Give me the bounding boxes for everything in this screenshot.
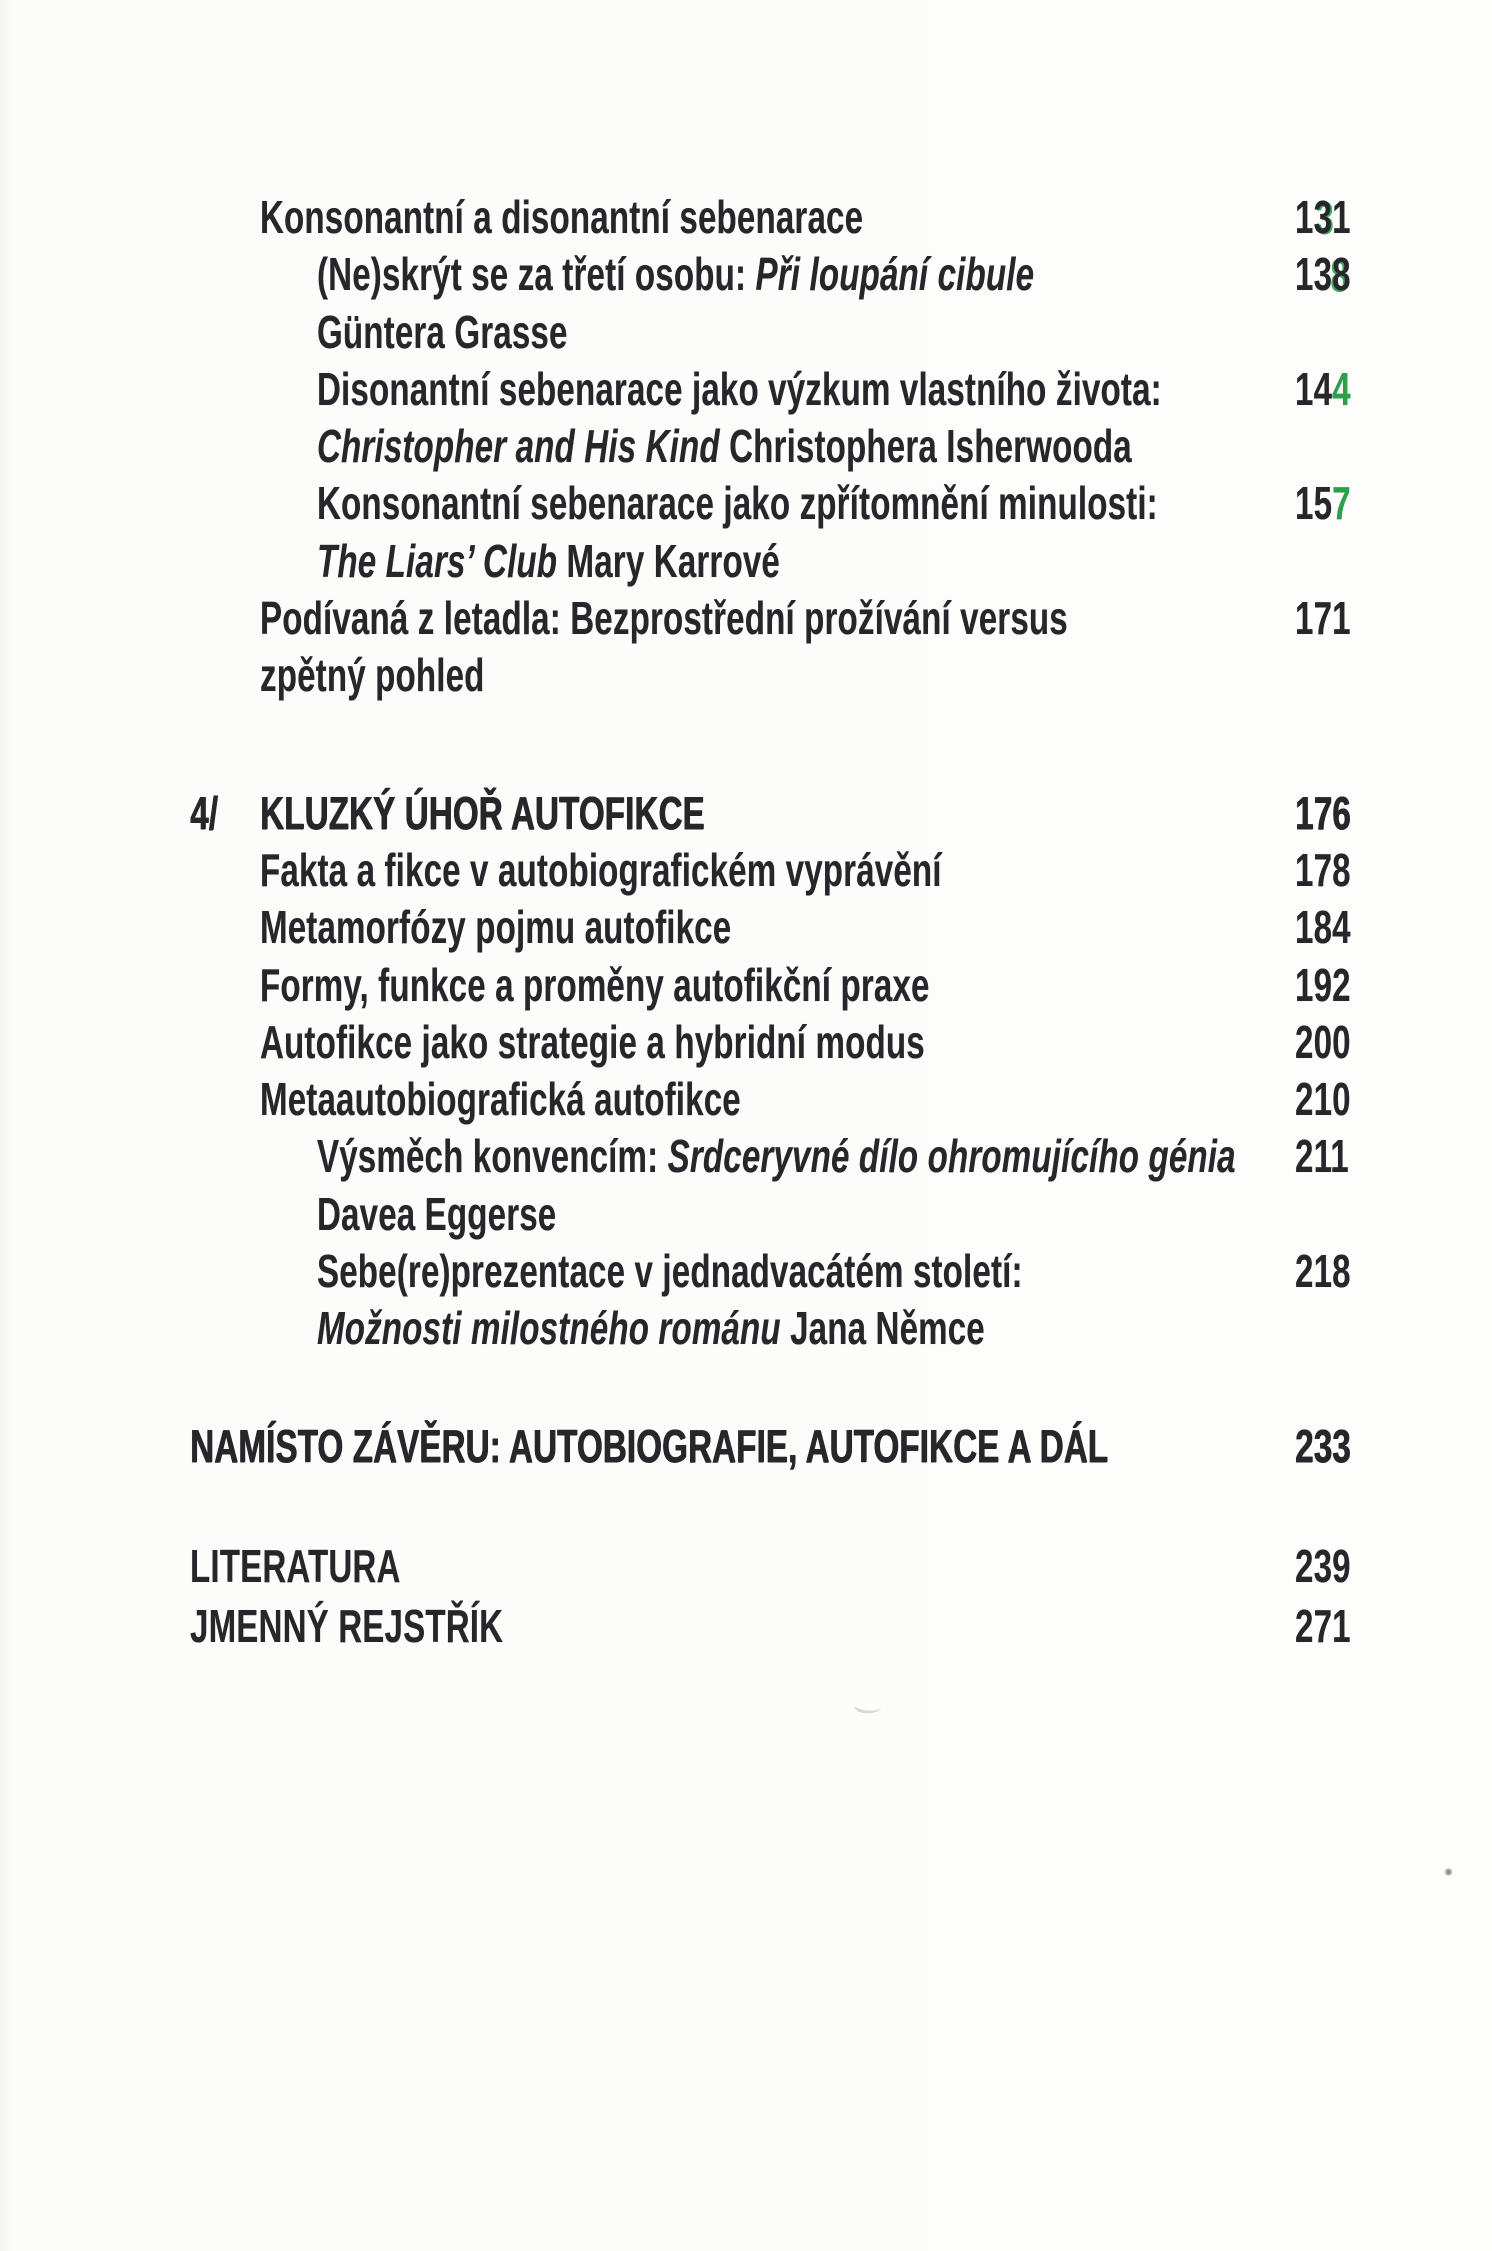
toc-row [0,189,1492,246]
toc-entry-title: (Ne)skrýt se za třetí osobu: Při loupání cibule [317,248,1035,301]
toc-row [0,1598,1492,1655]
toc-row [0,246,1492,303]
toc-entry-page: 233 [1295,1419,1351,1472]
toc-row [0,475,1492,532]
toc-entry-title: Autofikce jako strategie a hybridní modus [260,1015,925,1068]
toc-entry-title: Güntera Grasse [317,305,568,358]
toc-entry-title: Konsonantní a disonantní sebenarace [260,191,864,243]
toc-entry-page: 184 [1295,901,1351,954]
toc-entry-title: JMENNÝ REJSTŘÍK [190,1600,504,1653]
toc-row [0,304,1492,361]
toc-row [0,1128,1492,1185]
toc-row [0,533,1492,590]
toc-entry-title: Disonantní sebenarace jako výzkum vlastního života: [317,362,1162,415]
toc-entry-title: Sebe(re)prezentace v jednadvacátém století: [317,1245,1023,1298]
toc-row [0,361,1492,418]
toc-entry-page: 271 [1295,1600,1351,1653]
toc-entry-page: 157 [1295,477,1351,530]
toc-row [0,1538,1492,1595]
toc-row [0,647,1492,704]
toc-entry-page: 200 [1295,1015,1351,1068]
toc-row [0,899,1492,956]
toc-entry-title: Metaautobiografická autofikce [260,1073,741,1126]
toc-row [0,957,1492,1014]
toc-row [0,1014,1492,1071]
toc-entry-page: 211 [1295,1130,1349,1183]
toc-entry-page: 144 [1295,362,1351,415]
toc-entry-title: zpětný pohled [260,649,485,702]
toc-row [0,1186,1492,1243]
toc-entry-page: 192 [1295,958,1351,1011]
toc-entry-title: Formy, funkce a proměny autofikční praxe [260,958,930,1011]
toc-entry-title: Christopher and His Kind Christophera Isherwooda [317,420,1132,473]
toc-row [0,785,1492,842]
toc-entry-page: 178 [1295,843,1351,896]
toc-entry-page: 210 [1295,1073,1351,1126]
toc-entry-title: Konsonantní sebenarace jako zpřítomnění minulosti: [317,477,1158,530]
chapter-number: 4/ [190,786,218,839]
toc-entry-title: Možnosti milostného románu Jana Němce [317,1302,985,1355]
toc-entry-title: LITERATURA [190,1539,401,1592]
toc-entry-title: Podívaná z letadla: Bezprostřední prožívání versus [260,592,1068,645]
toc-entry-title: Výsměch konvencím: Srdceryvné dílo ohromujícího génia [317,1130,1236,1183]
toc-entry-title: Davea Eggerse [317,1187,557,1240]
toc-row [0,1300,1492,1357]
toc-entry-title: NAMÍSTO ZÁVĚRU: AUTOBIOGRAFIE, AUTOFIKCE A DÁL [190,1419,1109,1472]
toc-entry-page: 171 [1295,592,1351,645]
toc-row [0,842,1492,899]
toc-row [0,1418,1492,1475]
toc-entry-page: 239 [1295,1539,1351,1592]
toc-entry-page: 218 [1295,1245,1351,1298]
toc-row [0,590,1492,647]
toc-entry-page: 176 [1295,786,1351,839]
toc-row [0,1243,1492,1300]
toc-entry-page: 138 [1295,248,1351,301]
toc-entry-title: KLUZKÝ ÚHOŘ AUTOFIKCE [260,786,705,839]
toc-row [0,1071,1492,1128]
toc-entry-page: 131 [1295,191,1351,243]
toc-entry-title: The Liars’ Club Mary Karrové [317,534,780,587]
toc-entry-title: Metamorfózy pojmu autofikce [260,901,732,954]
scan-speck [1444,1868,1453,1876]
toc-row [0,418,1492,475]
toc-entry-title: Fakta a fikce v autobiografickém vyprávění [260,843,942,896]
scan-speck [853,1695,882,1717]
